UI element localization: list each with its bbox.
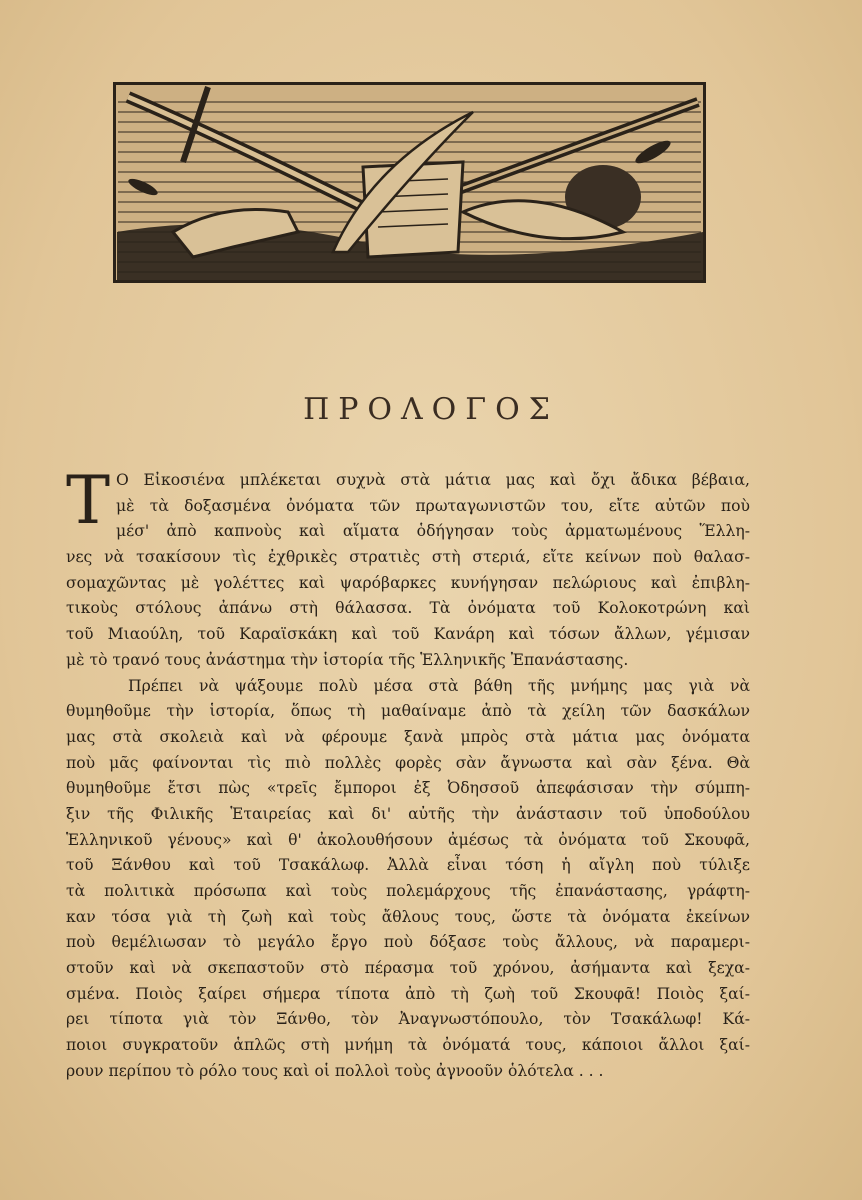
text-line: καν τόσα γιὰ τὴ ζωὴ καὶ τοὺς ἄθλους τους, ὥστε τὰ ὀνόματα ἐκείνων — [66, 907, 750, 926]
drop-cap: Τ — [66, 462, 111, 539]
text-line: θυμηθοῦμε ἔτσι πὼς «τρεῖς ἔμποροι ἐξ Ὀδησσοῦ ἀπεφάσισαν τὴν σύμπη- — [66, 779, 750, 798]
text-line: τὰ πολιτικὰ πρόσωπα καὶ τοὺς πολεμάρχους τῆς ἐπανάστασης, γράφτη- — [66, 882, 750, 900]
text-line: τοῦ Ξάνθου καὶ τοῦ Τσακάλωφ. Ἀλλὰ εἶναι τόση ἡ αἴγλη ποὺ τύλιξε — [66, 856, 750, 875]
text-line: μας στὰ σκολειὰ καὶ νὰ φέρουμε ξανὰ μπρὸς στὰ μάτια μας ὀνόματα — [66, 727, 750, 746]
text-line: σομαχῶντας μὲ γολέττες καὶ ψαρόβαρκες κυνήγησαν πελώριους καὶ ἐπιβλη- — [66, 573, 750, 592]
text-line: ρει τίποτα γιὰ τὸν Ξάνθο, τὸν Ἀναγνωστόπουλο, τὸν Τσακάλωφ! Κά- — [66, 1010, 750, 1029]
text-line: Πρέπει νὰ ψάξουμε πολὺ μέσα στὰ βάθη τῆς μνήμης μας γιὰ νὰ — [128, 676, 750, 695]
text-line: στοῦν καὶ νὰ σκεπαστοῦν στὸ πέρασμα τοῦ χρόνου, ἀσήμαντα καὶ ξεχα- — [66, 959, 750, 978]
text-line: θυμηθοῦμε τὴν ἱστορία, ὅπως τὴ μαθαίναμε ἀπὸ τὰ χείλη τῶν δασκάλων — [66, 702, 750, 721]
text-line: τικοὺς στόλους ἀπάνω στὴ θάλασσα. Τὰ ὀνόματα τοῦ Κολοκοτρώνη καὶ — [66, 599, 750, 618]
text-line: ρουν περίπου τὸ ρόλο τους καὶ οἱ πολλοὶ τοὺς ἀγνοοῦν ὁλότελα . . . — [66, 1061, 604, 1080]
text-line: ποὺ θεμέλιωσαν τὸ μεγάλο ἔργο ποὺ δόξασε τοὺς ἄλλους, νὰ παραμερι- — [66, 933, 750, 952]
prologue-text — [66, 462, 750, 1085]
woodcut-illustration — [113, 82, 706, 283]
text-line: μὲ τὸ τρανό τους ἀνάστημα τὴν ἱστορία τῆς Ἑλληνικῆς Ἐπανάστασης. — [66, 650, 629, 669]
text-line: ποὺ μᾶς φαίνονται τὶς πιὸ πολλὲς φορὲς σὰν ἄγνωστα καὶ σὰν ξένα. Θὰ — [66, 753, 750, 772]
text-line: μέσ' ἀπὸ καπνοὺς καὶ αἵματα ὁδήγησαν τοὺς ἀρματωμένους Ἕλλη- — [116, 522, 750, 541]
text-line: ξιν τῆς Φιλικῆς Ἑταιρείας καὶ δι' αὐτῆς τὴν ἀνάστασιν τοῦ ὑποδούλου — [66, 804, 750, 823]
page-title: ΠΡΟΛΟΓΟΣ — [303, 392, 559, 427]
text-line: τοῦ Μιαούλη, τοῦ Καραϊσκάκη καὶ τοῦ Κανάρη καὶ τόσων ἄλλων, γέμισαν — [66, 625, 750, 644]
text-line: Ἑλληνικοῦ γένους» καὶ θ' ἀκολουθήσουν ἀμέσως τὰ ὀνόματα τοῦ Σκουφᾶ, — [66, 830, 750, 849]
text-line: ποιοι συγκρατοῦν ἁπλῶς στὴ μνήμη τὰ ὀνόματά τους, κάποιοι ἄλλοι ξαί- — [66, 1036, 750, 1055]
text-line: σμένα. Ποιὸς ξαίρει σήμερα τίποτα ἀπὸ τὴ ζωὴ τοῦ Σκουφᾶ! Ποιὸς ξαί- — [66, 984, 750, 1003]
woodcut-weapons-icon — [113, 82, 706, 283]
text-line: Ο Εἰκοσιένα μπλέκεται συχνὰ στὰ μάτια μας καὶ ὄχι ἄδικα βέβαια, — [116, 471, 750, 489]
text-line: νες νὰ τσακίσουν τὶς ἐχθρικὲς στρατιὲς στὴ στεριά, εἴτε κείνων ποὺ θαλασ- — [66, 548, 750, 567]
text-line: μὲ τὰ δοξασμένα ὀνόματα τῶν πρωταγωνιστῶν του, εἴτε αὐτῶν ποὺ — [116, 496, 750, 515]
